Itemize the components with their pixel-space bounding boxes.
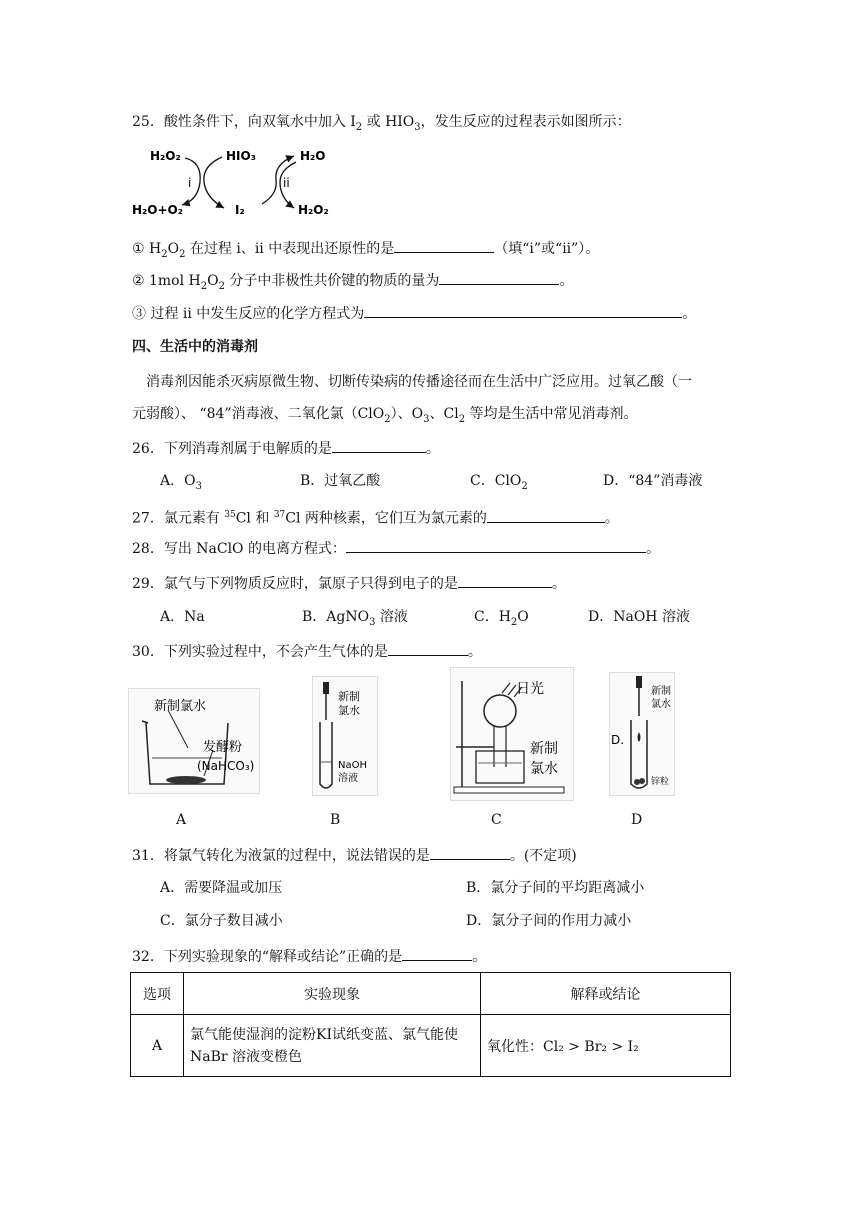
q32-blank[interactable] xyxy=(402,946,472,961)
fig-c-text1: 日光 xyxy=(516,681,544,697)
diagram-center-top: HIO₃ xyxy=(226,149,256,163)
q26-blank[interactable] xyxy=(332,438,426,453)
q26-option-b[interactable]: B．过氧乙酸 xyxy=(300,473,381,489)
q25-sub2-blank[interactable] xyxy=(439,270,559,285)
figure-d-zinc-tube xyxy=(609,672,675,796)
figure-a-beaker xyxy=(128,688,260,794)
figure-b-label[interactable]: B xyxy=(330,812,341,828)
q31-option-a[interactable]: A．需要降温或加压 xyxy=(160,880,283,896)
diagram-left-bottom: H₂O+O₂ xyxy=(132,203,184,217)
fig-c-text2: 新制 xyxy=(530,741,558,757)
fig-d-text2: 氯水 xyxy=(651,699,671,710)
table-cell-phenomenon: 氯气能使湿润的淀粉KI试纸变蓝、氯气能使 NaBr 溶液变橙色 xyxy=(184,1015,481,1077)
fig-a-text3: (NaHCO₃) xyxy=(197,759,255,773)
q26-option-d[interactable]: D．“84”消毒液 xyxy=(603,473,703,489)
q25-sub3-blank[interactable] xyxy=(364,303,682,318)
cycle-i-arrow-right xyxy=(204,157,224,208)
q32-table xyxy=(130,972,731,1077)
table-cell-option: A xyxy=(131,1015,184,1077)
reaction-cycle-diagram xyxy=(130,142,340,222)
q29-option-d[interactable]: D．NaOH 溶液 xyxy=(588,609,690,625)
fig-c-text3: 氯水 xyxy=(530,761,558,777)
fig-a-text2: 发酵粉 xyxy=(203,740,243,755)
q25-stem: 25．酸性条件下，向双氧水中加入 $I_2$ 或 $HIO_3$，发生反应的过程表示如图所示： xyxy=(132,114,631,133)
fig-b-text3: NaOH xyxy=(338,760,367,771)
q31-stem: 31．将氯气转化为液氯的过程中，说法错误的是 。(不定项) xyxy=(132,845,577,866)
fig-a-text1: 新制氯水 xyxy=(154,699,207,714)
section4-heading: 四、生活中的消毒剂 xyxy=(132,339,258,355)
table-header-row xyxy=(131,973,731,1015)
diagram-label-ii: ii xyxy=(283,176,290,190)
table-header-option: 选项 xyxy=(131,973,184,1015)
diagram-right-bottom: H₂O₂ xyxy=(298,203,329,217)
q29-blank[interactable] xyxy=(458,573,552,588)
section4-para1: 消毒剂因能杀灭病原微生物、切断传染病的传播途径而在生活中广泛应用。过氧乙酸（一 xyxy=(146,374,692,390)
q31-option-b[interactable]: B．氯分子间的平均距离减小 xyxy=(466,880,645,896)
q31-blank[interactable] xyxy=(430,845,510,860)
fig-d-text3: D. xyxy=(611,733,625,747)
q29-option-c[interactable]: C．$H_2O$ xyxy=(474,609,529,628)
table-header-conclusion: 解释或结论 xyxy=(481,973,731,1015)
diagram-right-top: H₂O xyxy=(300,149,326,163)
q25-sub3: ③ 过程 ii 中发生反应的化学方程式为 。 xyxy=(132,303,696,324)
fig-d-text4: 锌粒 xyxy=(651,777,670,787)
q26-stem: 26．下列消毒剂属于电解质的是 。 xyxy=(132,438,440,459)
fig-b-text4: 溶液 xyxy=(338,773,358,784)
q26-option-c[interactable]: C．ClO$_2$ xyxy=(470,473,528,492)
q29-stem: 29．氯气与下列物质反应时，氯原子只得到电子的是 。 xyxy=(132,573,566,594)
q27-blank[interactable] xyxy=(487,508,605,523)
q25-sub1-blank[interactable] xyxy=(394,238,494,253)
q28-stem: 28．写出 NaClO 的电离方程式： 。 xyxy=(132,538,660,559)
table-header-phenomenon: 实验现象 xyxy=(184,973,481,1015)
q28-blank[interactable] xyxy=(346,538,646,553)
q29-option-b[interactable]: B．AgNO$_3$ 溶液 xyxy=(302,609,408,628)
q32-stem: 32．下列实验现象的“解释或结论”正确的是 。 xyxy=(132,946,486,967)
q26-option-a[interactable]: A．$O_3$ xyxy=(160,473,202,492)
q31-option-d[interactable]: D．氯分子间的作用力减小 xyxy=(466,913,632,929)
fig-d-text1: 新制 xyxy=(651,686,671,697)
fig-b-text2: 氯水 xyxy=(338,704,360,717)
diagram-center-bottom: I₂ xyxy=(235,203,245,217)
q25-sub2: ② 1mol $H_2O_2$ 分子中非极性共价键的物质的量为 。 xyxy=(132,270,573,297)
q30-blank[interactable] xyxy=(388,641,468,656)
table-row xyxy=(131,1015,731,1077)
figure-c-label[interactable]: C xyxy=(491,812,502,828)
q25-sub1: ① $H_2O_2$ 在过程 i、ii 中表现出还原性的是 （填“i”或“ii”）。 xyxy=(132,238,599,265)
q27-stem: 27．氯元素有 $^{35}$Cl 和 $^{37}$Cl 两种核素，它们互为氯元素的 。 xyxy=(132,505,619,529)
diagram-label-i: i xyxy=(188,176,192,190)
figure-c-flask-sunlight xyxy=(450,667,574,801)
table-cell-conclusion: 氧化性：Cl₂ > Br₂ > I₂ xyxy=(481,1015,731,1077)
q31-option-c[interactable]: C．氯分子数目减小 xyxy=(160,913,283,929)
figure-d-label[interactable]: D xyxy=(631,812,643,828)
figure-a-label[interactable]: A xyxy=(176,812,187,828)
section4-para2: 元弱酸）、 “84”消毒液、二氧化氯（ClO$_2$）、$O_3$、$Cl_2$ 等均是生活中常见消毒剂。 xyxy=(132,406,638,425)
q29-option-a[interactable]: A．Na xyxy=(160,609,205,625)
diagram-left-top: H₂O₂ xyxy=(150,149,181,163)
figure-b-test-tube xyxy=(312,676,378,796)
fig-b-text1: 新制 xyxy=(338,690,360,703)
q30-stem: 30．下列实验过程中，不会产生气体的是 。 xyxy=(132,641,482,662)
